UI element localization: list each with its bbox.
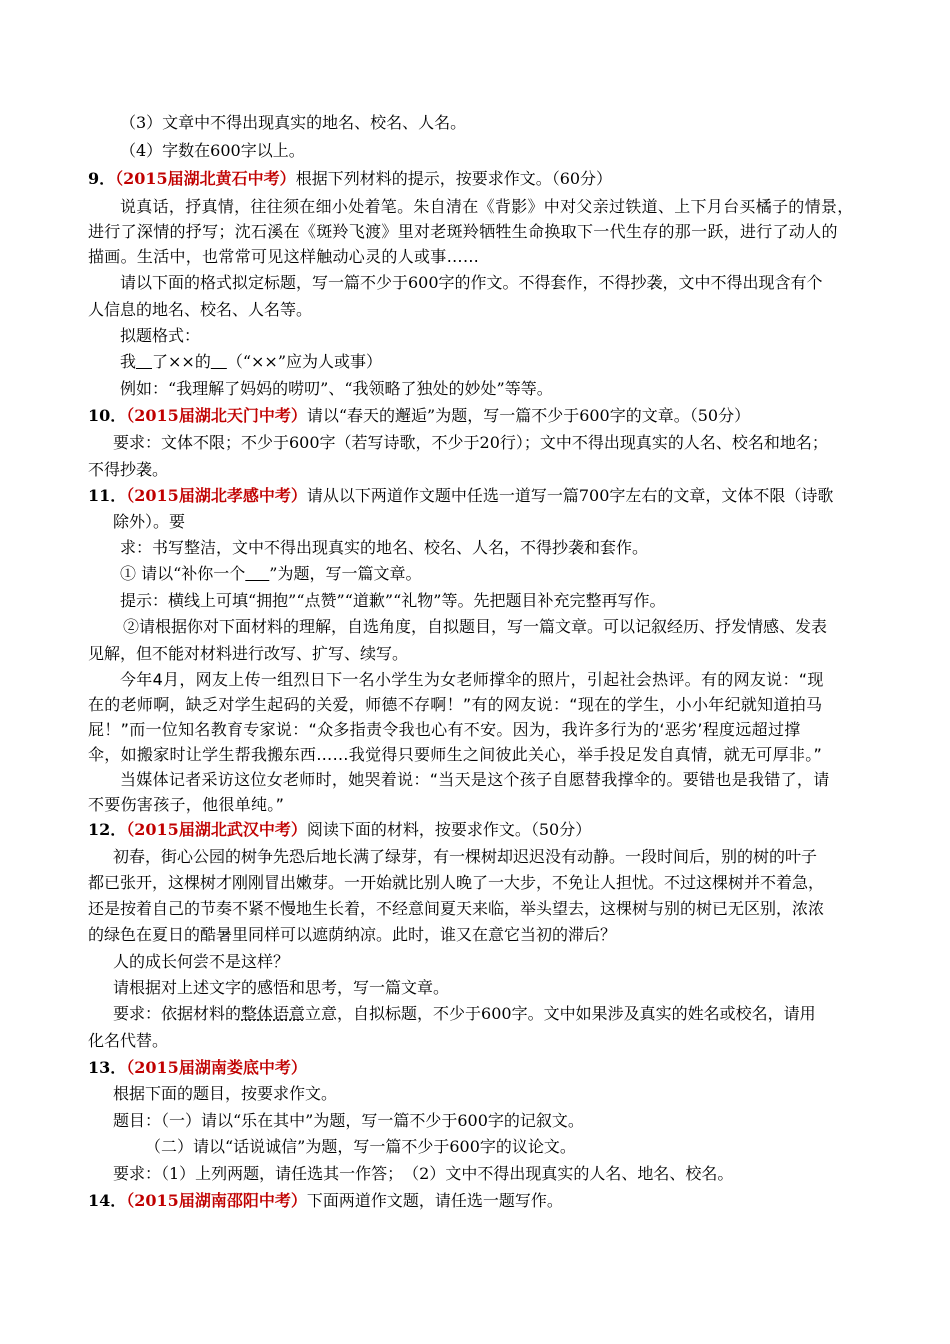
q12-material-line: 都已张开，这棵树才刚刚冒出嫩芽。一开始就比别人晚了一大步，不免让人担忧。不过这棵树并不着急， xyxy=(88,873,825,892)
question-14-header xyxy=(88,1191,563,1211)
requirement-text: 立意，自拟标题，不少于600字。文中如果涉及真实的姓名或校名，请用 xyxy=(305,1004,816,1023)
q11-requirement: 求：书写整洁，文中不得出现真实的地名、校名、人名，不得抄袭和套作。 xyxy=(120,538,649,557)
q11-option-1 xyxy=(120,564,421,584)
q9-instruction-line: 人信息的地名、校名、人名等。 xyxy=(88,300,313,319)
requirement-3: （3）文章中不得出现真实的地名、校名、人名。 xyxy=(120,113,467,132)
question-source: （2015届湖北孝感中考） xyxy=(126,486,307,505)
q12-requirement xyxy=(113,1004,816,1024)
template-part: 我 xyxy=(120,352,137,371)
question-number: 9． xyxy=(88,169,116,188)
q9-material-line: 说真话，抒真情，往往须在细小处着笔。朱自清在《背影》中对父亲过铁道、上下月台买橘子的情景， xyxy=(120,197,854,216)
template-blank xyxy=(211,352,227,371)
q12-instruction: 请根据对上述文字的感悟和思考，写一篇文章。 xyxy=(113,978,450,997)
q12-material-line: 的绿色在夏日的酷暑里同样可以遮荫纳凉。此时，谁又在意它当初的滞后？ xyxy=(88,925,617,944)
q13-instruction: 根据下面的题目，按要求作文。 xyxy=(113,1084,338,1103)
q11-line: 除外）。要 xyxy=(113,512,186,531)
q11-material-line: 屁！”而一位知名教育专家说：“众多指责令我也心有不安。因为，我许多行为的‘恶劣’程度远超过撑 xyxy=(88,720,801,739)
question-prompt: 请以“春天的邂逅”为题，写一篇不少于600字的文章。（50分） xyxy=(306,406,751,425)
template-blank xyxy=(136,352,152,371)
q13-topic-2: （二）请以“话说诚信”为题，写一篇不少于600字的议论文。 xyxy=(145,1137,576,1156)
requirement-text: 要求：依据材料的 xyxy=(113,1004,242,1023)
q11-option-2-cont: 见解，但不能对材料进行改写、扩写、续写。 xyxy=(88,644,409,663)
question-prompt: 请从以下两道作文题中任选一道写一篇700字左右的文章，文体不限（诗歌 xyxy=(306,486,834,505)
question-9-header xyxy=(88,169,612,189)
question-number: 11． xyxy=(88,486,127,505)
q12-material-line: 初春，街心公园的树争先恐后地长满了绿芽，有一棵树却迟迟没有动静。一段时间后，别的树的叶子 xyxy=(113,847,818,866)
option-text: ”为题，写一篇文章。 xyxy=(269,564,422,583)
template-part: 了××的 xyxy=(152,352,211,371)
question-10-header xyxy=(88,406,750,426)
q9-format-label: 拟题格式： xyxy=(120,326,201,345)
q13-requirement: 要求：（1）上列两题，请任选其一作答； （2）文中不得出现真实的人名、地名、校名。 xyxy=(113,1164,734,1183)
title-blank xyxy=(245,564,269,583)
q12-question: 人的成长何尝不是这样？ xyxy=(113,952,290,971)
question-number: 14． xyxy=(88,1191,127,1210)
question-11-header xyxy=(88,486,833,506)
q12-requirement-cont: 化名代替。 xyxy=(88,1031,169,1050)
question-source: （2015届湖南娄底中考） xyxy=(126,1058,307,1077)
q11-option-2: ②请根据你对下面材料的理解，自选角度，自拟题目，写一篇文章。可以记叙经历、抒发情感、发表 xyxy=(123,617,828,636)
q9-instruction-line: 请以下面的格式拟定标题，写一篇不少于600字的作文。不得套作，不得抄袭，文中不得出现含有个 xyxy=(120,273,823,292)
q12-material-line: 还是按着自己的节奏不紧不慢地生长着，不经意间夏天来临，举头望去，这棵树与别的树已无区别，浓浓 xyxy=(88,899,825,918)
q10-requirement-line: 要求：文体不限；不少于600字（若写诗歌，不少于20行）；文中不得出现真实的人名、校名和地名； xyxy=(113,433,828,452)
q11-hint: 提示：横线上可填“拥抱”“点赞”“道歉”“礼物”等。先把题目补充完整再写作。 xyxy=(120,591,666,610)
question-number: 10． xyxy=(88,406,127,425)
question-source: （2015届湖北武汉中考） xyxy=(126,820,307,839)
requirement-4: （4）字数在600字以上。 xyxy=(120,141,305,160)
question-number: 13． xyxy=(88,1058,127,1077)
q10-requirement-line: 不得抄袭。 xyxy=(88,460,169,479)
q11-material-line: 当媒体记者采访这位女老师时，她哭着说：“当天是这个孩子自愿替我撑伞的。要错也是我错了，请 xyxy=(120,770,830,789)
question-source: （2015届湖北黄石中考） xyxy=(115,169,296,188)
question-source: （2015届湖北天门中考） xyxy=(126,406,307,425)
emphasis-text: 整体语意 xyxy=(241,1004,306,1023)
q13-topic-1: 题目：（一）请以“乐在其中”为题，写一篇不少于600字的记叙文。 xyxy=(113,1111,584,1130)
question-source: （2015届湖南邵阳中考） xyxy=(126,1191,307,1210)
question-prompt: 根据下列材料的提示，按要求作文。（60分） xyxy=(295,169,613,188)
question-number: 12． xyxy=(88,820,127,839)
question-prompt: 阅读下面的材料，按要求作文。（50分） xyxy=(306,820,592,839)
q9-material-line: 描画。生活中，也常常可见这样触动心灵的人或事…… xyxy=(88,247,480,266)
q11-material-line: 今年4月，网友上传一组烈日下一名小学生为女老师撑伞的照片，引起社会热评。有的网友说：“现 xyxy=(120,670,824,689)
q11-material-line: 伞，如搬家时让学生帮我搬东西……我觉得只要师生之间彼此关心，举手投足发自真情，就无可厚非。” xyxy=(88,745,823,764)
q9-format-template xyxy=(120,352,382,372)
q11-material-line: 不要伤害孩子，他很单纯。” xyxy=(88,795,285,814)
question-13-header xyxy=(88,1058,307,1078)
option-text: ① 请以“补你一个 xyxy=(120,564,246,583)
q11-material-line: 在的老师啊，缺乏对学生起码的关爱，师德不存啊！”有的网友说：“现在的学生，小小年纪就知道拍马 xyxy=(88,695,823,714)
q9-example: 例如：“我理解了妈妈的唠叨”、“我领略了独处的妙处”等等。 xyxy=(120,379,553,398)
question-12-header xyxy=(88,820,591,840)
question-prompt: 下面两道作文题，请任选一题写作。 xyxy=(306,1191,563,1210)
q9-material-line: 进行了深情的抒写；沈石溪在《斑羚飞渡》里对老斑羚牺牲生命换取下一代生存的那一跃，进行了动人的 xyxy=(88,222,838,241)
template-note: （“××”应为人或事） xyxy=(226,352,383,371)
